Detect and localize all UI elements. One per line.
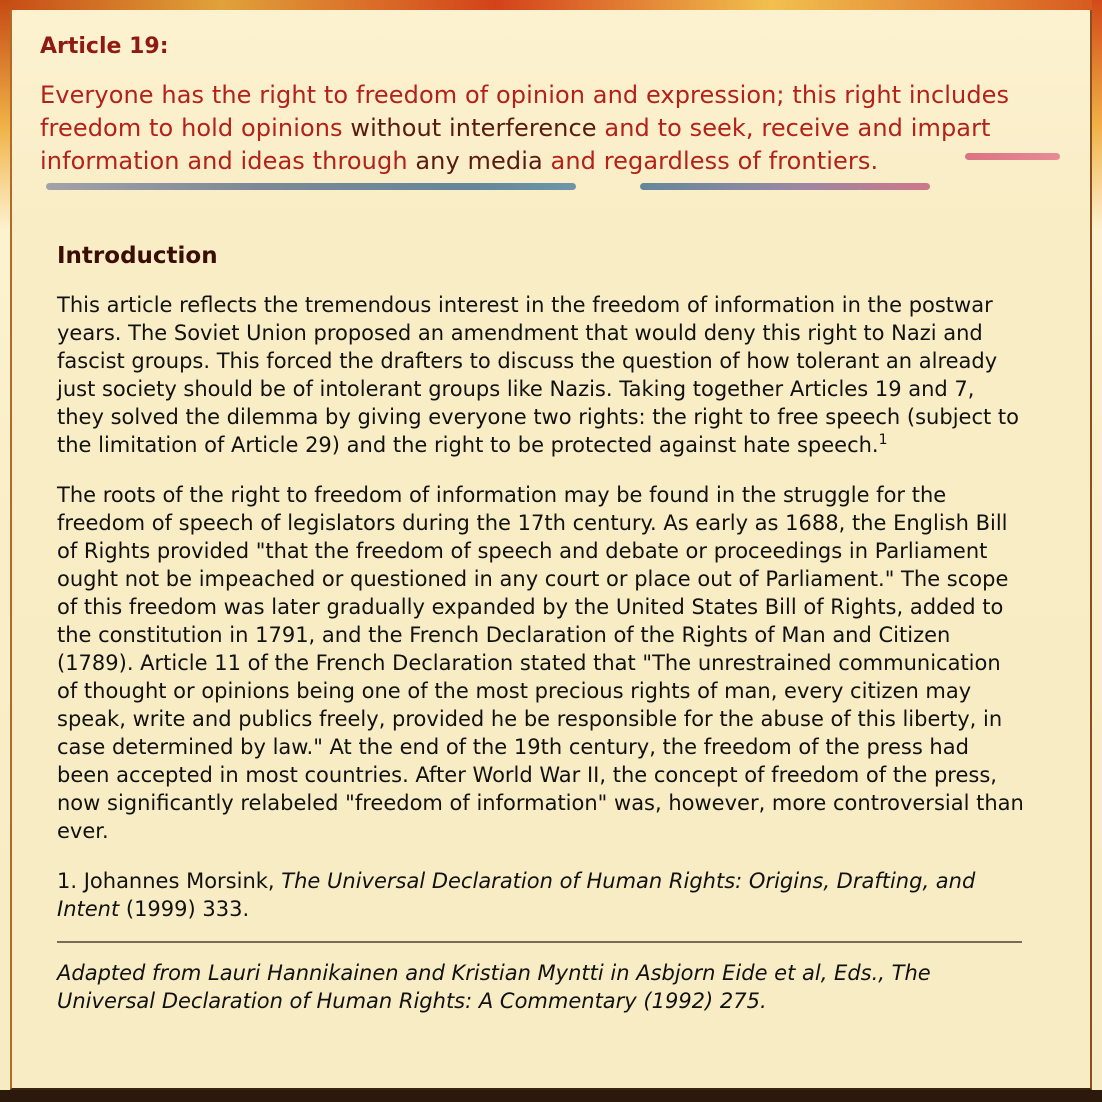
intro-paragraph-1-text: This article reflects the tremendous interest in the freedom of information in the postwar years. The Soviet Union proposed an amendment that would deny this right to Nazi and fascist groups. This forced the drafters to discuss the question of how tolerant an already just society should be of intolerant groups like Nazis. Taking together Articles 19 and 7, they solved the dilemma by giving everyone two rights: the right to free speech (subject to the limitation of Article 29) and the right to be protected against hate speech. (57, 293, 1019, 457)
underline-squiggle-pink (965, 153, 1060, 160)
underline-squiggle-purple (640, 183, 930, 190)
article-text-seg3: and to seek, receive and impart information and ideas through (40, 114, 991, 175)
underline-squiggle-blue (46, 183, 576, 190)
intro-paragraph-1 (57, 291, 1027, 459)
intro-paragraph-2: The roots of the right to freedom of information may be found in the struggle for the freedom of speech of legislators during the 17th century. As early as 1688, the English Bill of Rights provided "that the freedom of speech and debate or proceedings in Parliament ought not be impeached or questioned in any court or place out of Parliament." The scope of this freedom was later gradually expanded by the United States Bill of Rights, added to the constitution in 1791, and the French Declaration of the Rights of Man and Citizen (1789). Article 11 of the French Declaration stated that "The unrestrained communication of thought or opinions being one of the most precious rights of man, every citizen may speak, write and publics freely, provided he be responsible for the abuse of this liberty, in case determined by law." At the end of the 19th century, the freedom of the press had been accepted in most countries. After World War II, the concept of freedom of the press, now significantly relabeled "freedom of information" was, however, more controversial than ever. (57, 483, 1024, 843)
footnote-1 (57, 867, 1027, 923)
top-glow-border (0, 0, 1102, 10)
source-credit: Adapted from Lauri Hannikainen and Kristian Myntti in Asbjorn Eide et al, Eds., The Universal Declaration of Human Rights: A Commentary (1992) 275. (57, 961, 931, 1013)
article-text-seg1: Everyone has the right to freedom of opinion and expression; this right includes freedom to hold opinions (40, 81, 1010, 142)
divider (57, 941, 1022, 943)
article-title: Article 19: (40, 34, 169, 59)
left-glow-border (0, 0, 10, 230)
right-glow-border (1092, 0, 1102, 230)
footnote-prefix: 1. Johannes Morsink, (57, 869, 282, 893)
footnote-suffix: (1999) 333. (119, 897, 250, 921)
section-heading-introduction: Introduction (57, 243, 218, 269)
article-text-seg5: and regardless of frontiers. (542, 147, 879, 175)
article-header (40, 34, 1080, 178)
article-text-seg4: any media (415, 147, 543, 175)
article-text (40, 79, 1080, 178)
bottom-border (0, 1090, 1102, 1102)
commentary-content (57, 243, 1027, 1015)
footnote-book-title: The Universal Declaration of Human Rights: Origins, Drafting, and Intent (57, 869, 976, 921)
article-text-seg2: without interference (350, 114, 597, 142)
footnote-reference-1[interactable]: 1 (878, 432, 888, 448)
